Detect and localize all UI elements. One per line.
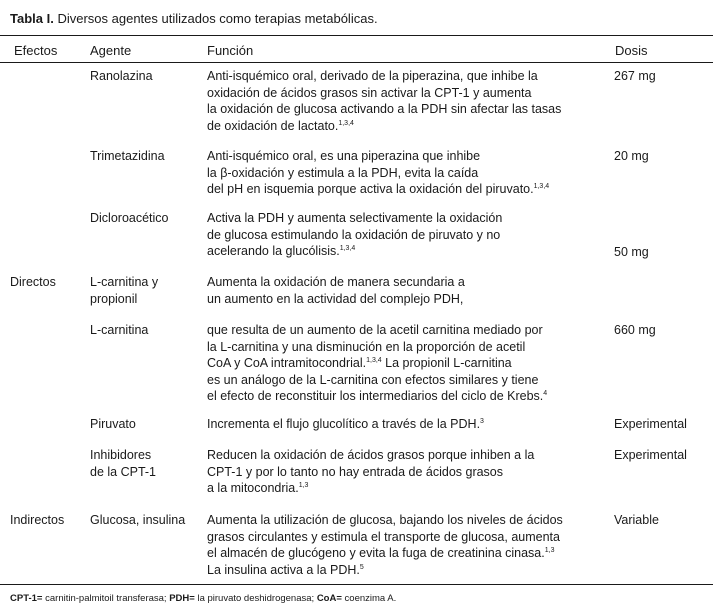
function-line (207, 274, 465, 291)
header-efectos: Efectos (14, 43, 58, 58)
header-agente: Agente (90, 43, 132, 58)
function-line (207, 165, 549, 182)
function-text: Activa la PDH y aumenta selectivamente la oxidación (207, 211, 503, 225)
reference-superscript: 5 (359, 563, 364, 571)
function-text: el efecto de reconstituir los intermediarios del ciclo de Krebs. (207, 389, 544, 403)
function-text: el almacén de glucógeno y evita la fuga de creatinina cinasa. (207, 546, 545, 560)
function-text: de oxidación de lactato. (207, 118, 339, 133)
function-line (207, 545, 563, 562)
function-line (207, 355, 547, 372)
function-text: del pH en isquemia porque activa la oxidación del piruvato. (207, 182, 534, 196)
header-rule (0, 62, 713, 63)
agent-line: Glucosa, insulina (90, 513, 186, 527)
dose-cell: Experimental (614, 417, 687, 431)
function-cell (207, 210, 502, 260)
function-text-continued: La propionil L-carnitina (381, 356, 512, 370)
function-text: grasos circulantes y estimula el transporte de glucosa, aumenta (207, 529, 560, 544)
function-line (207, 388, 547, 405)
footnote-abbreviation: CPT-1= (10, 593, 43, 604)
function-text: la β-oxidación y estimula a la PDH, evita la caída (207, 165, 479, 180)
reference-superscript: 1,3,4 (366, 357, 382, 364)
function-text: la L-carnitina y una disminución en la proporción de acetil (207, 339, 526, 354)
function-line (207, 118, 561, 135)
reference-superscript: 1,3 (544, 547, 555, 554)
agent-cell (90, 148, 165, 165)
function-line (207, 512, 563, 529)
header-funcion: Función (207, 43, 254, 58)
dose-cell: Experimental (614, 448, 687, 462)
function-text: oxidación de ácidos grasos sin activar la CPT-1 y aumenta (207, 85, 532, 100)
function-text: Incrementa el flujo glucolítico a través de la PDH. (207, 417, 481, 431)
function-text: CPT-1 y por lo tanto no hay entrada de ácidos grasos (207, 464, 504, 479)
function-cell (207, 274, 465, 307)
function-line (207, 243, 502, 260)
reference-superscript: 1,3,4 (533, 183, 550, 190)
agent-cell (90, 322, 148, 339)
function-cell (207, 148, 549, 198)
function-line (207, 447, 534, 464)
reference-superscript: 1,3,4 (339, 245, 356, 252)
effect-cell: Directos (10, 275, 56, 289)
function-text: es un análogo de la L-carnitina con efectos similares y tiene (207, 372, 539, 387)
function-line (207, 210, 502, 227)
agent-cell (90, 274, 158, 307)
agent-cell (90, 512, 185, 529)
function-line (207, 372, 547, 389)
function-cell (207, 416, 484, 433)
bottom-rule (0, 584, 713, 585)
agent-line: Trimetazidina (90, 149, 165, 163)
top-rule (0, 35, 713, 36)
footnote-definition: coenzima A. (341, 593, 397, 604)
dose-cell: 267 mg (614, 69, 656, 83)
function-text: la oxidación de glucosa activando a la PDH sin afectar las tasas (207, 102, 562, 116)
agent-line: propionil (90, 291, 138, 306)
function-line (207, 322, 547, 339)
agent-cell (90, 210, 169, 227)
function-cell (207, 512, 563, 578)
function-line (207, 339, 547, 356)
agent-line: Dicloroacético (90, 211, 169, 225)
function-line (207, 68, 561, 85)
function-cell (207, 68, 561, 134)
abbreviations-footnote (10, 593, 396, 604)
function-text: Reducen la oxidación de ácidos grasos porque inhiben a la (207, 448, 535, 462)
function-line (207, 562, 563, 579)
reference-superscript: 1,3 (298, 482, 309, 489)
function-line (207, 529, 563, 546)
function-line (207, 416, 484, 433)
function-text: acelerando la glucólisis. (207, 244, 340, 258)
agent-line: L-carnitina y (90, 275, 159, 289)
footnote-definition: carnitin-palmitoil transferasa; (42, 593, 170, 604)
function-text: La insulina activa a la PDH. (207, 562, 360, 577)
function-line (207, 101, 561, 118)
agent-cell (90, 416, 136, 433)
reference-superscript: 1,3,4 (338, 119, 354, 127)
function-text: Aumenta la oxidación de manera secundaria a (207, 275, 465, 289)
function-text: Anti-isquémico oral, es una piperazina que inhibe (207, 149, 481, 163)
dose-cell: 20 mg (614, 149, 649, 163)
header-dosis: Dosis (615, 43, 648, 58)
function-text: un aumento en la actividad del complejo PDH, (207, 291, 464, 306)
function-line (207, 227, 502, 244)
function-line (207, 291, 465, 308)
caption-label: Tabla I. (10, 11, 54, 26)
function-text: Aumenta la utilización de glucosa, bajando los niveles de ácidos (207, 513, 563, 527)
effect-cell: Indirectos (10, 513, 65, 527)
function-line (207, 480, 534, 497)
dose-cell: 50 mg (614, 245, 649, 259)
agent-cell (90, 68, 153, 85)
function-text: Anti-isquémico oral, derivado de la piperazina, que inhibe la (207, 69, 538, 83)
agent-line: Ranolazina (90, 69, 153, 83)
agent-line: de la CPT-1 (90, 464, 157, 479)
function-line (207, 85, 561, 102)
function-text: a la mitocondria. (207, 481, 299, 495)
function-text: que resulta de un aumento de la acetil carnitina mediado por (207, 323, 543, 337)
table-caption (10, 11, 378, 26)
footnote-abbreviation: PDH= (169, 593, 195, 604)
dose-cell: Variable (614, 513, 659, 527)
caption-title: Diversos agentes utilizados como terapias metabólicas. (57, 11, 378, 26)
agent-line: Piruvato (90, 417, 136, 431)
function-line (207, 464, 534, 481)
function-text: CoA y CoA intramitocondrial. (207, 356, 367, 370)
function-cell (207, 322, 547, 405)
agent-cell (90, 447, 156, 480)
dose-cell: 660 mg (614, 323, 656, 337)
agent-line: L-carnitina (90, 323, 149, 337)
footnote-definition: la piruvato deshidrogenasa; (194, 593, 317, 604)
footnote-abbreviation: CoA= (316, 593, 342, 604)
function-line (207, 148, 549, 165)
reference-superscript: 4 (543, 390, 548, 397)
function-line (207, 181, 549, 198)
reference-superscript: 3 (480, 418, 484, 425)
agent-line: Inhibidores (90, 448, 152, 462)
function-cell (207, 447, 534, 497)
function-text: de glucosa estimulando la oxidación de piruvato y no (207, 227, 501, 242)
